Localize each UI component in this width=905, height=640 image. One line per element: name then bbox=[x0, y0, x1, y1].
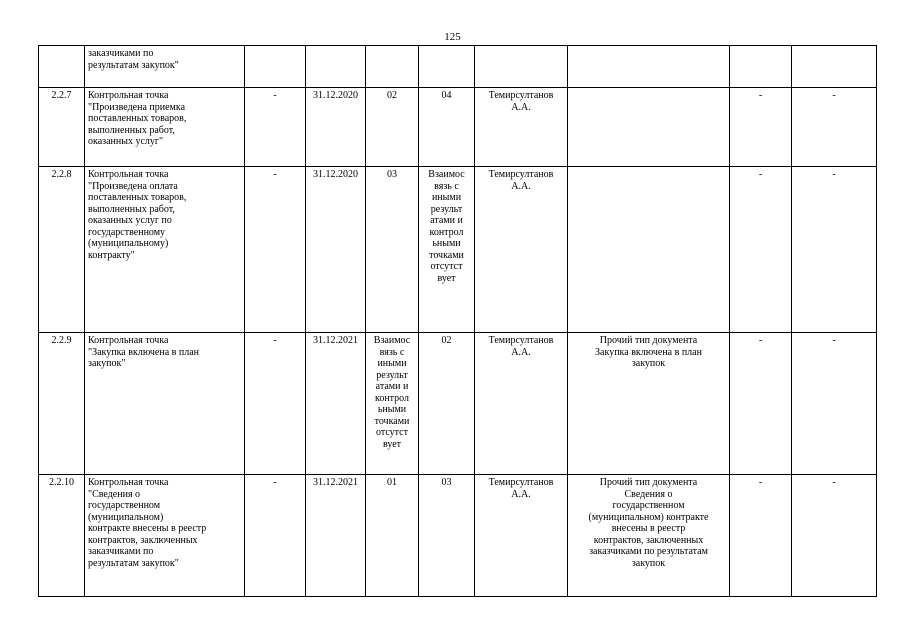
successor-cell: 02 bbox=[441, 335, 452, 346]
row-number: 2.2.8 bbox=[39, 167, 85, 333]
document-type: Прочий тип документа Закупка включена в план закупок bbox=[595, 335, 702, 369]
cell-dash: - bbox=[792, 333, 877, 475]
successor-cell: 03 bbox=[441, 477, 452, 488]
table-row bbox=[39, 333, 877, 475]
control-point-name: Контрольная точка "Произведена оплата поставленных товаров, выполненных работ, оказанных услуг по государственному (муниципальному) контракту" bbox=[88, 169, 187, 261]
responsible-person: Темирсултанов А.А. bbox=[488, 335, 554, 358]
cell-dash: - bbox=[245, 333, 306, 475]
cell-dash bbox=[730, 46, 792, 88]
row-number: 2.2.10 bbox=[39, 475, 85, 597]
row-number: 2.2.9 bbox=[39, 333, 85, 475]
cell-dash bbox=[792, 46, 877, 88]
control-point-name: Контрольная точка "Закупка включена в план закупок" bbox=[88, 335, 200, 369]
cell-dash bbox=[245, 46, 306, 88]
document-type: Прочий тип документа Сведения о государственном (муниципальном) контракте внесены в реестр контрактов, заключенных заказчиками по результатам закупок bbox=[588, 477, 709, 569]
control-point-name: Контрольная точка "Сведения о государственном (муниципальном) контракте внесены в реестр контрактов, заключенных заказчиками по результатам закупок" bbox=[88, 477, 207, 569]
responsible-person: Темирсултанов А.А. bbox=[488, 477, 554, 500]
cell-dash: - bbox=[792, 167, 877, 333]
page-number: 125 bbox=[444, 31, 461, 43]
control-point-name: заказчиками по результатам закупок" bbox=[88, 48, 179, 71]
row-number bbox=[39, 46, 85, 88]
cell-dash: - bbox=[730, 475, 792, 597]
cell-dash: - bbox=[792, 88, 877, 167]
cell-dash: - bbox=[792, 475, 877, 597]
table-row bbox=[39, 475, 877, 597]
control-points-table bbox=[38, 45, 877, 597]
table-row bbox=[39, 167, 877, 333]
cell-dash: - bbox=[245, 475, 306, 597]
successor-cell: Взаимос вязь с иными результ атами и контрол ьными точками отсутст вует bbox=[428, 169, 465, 284]
deadline-date bbox=[306, 46, 366, 88]
responsible-person: Темирсултанов А.А. bbox=[488, 169, 554, 192]
cell-dash: - bbox=[730, 167, 792, 333]
cell-dash: - bbox=[730, 88, 792, 167]
predecessor-cell: 03 bbox=[387, 169, 397, 180]
cell-dash: - bbox=[245, 167, 306, 333]
predecessor-cell: Взаимос вязь с иными результ атами и контрол ьными точками отсутст вует bbox=[373, 335, 411, 450]
deadline-date: 31.12.2021 bbox=[306, 475, 366, 597]
deadline-date: 31.12.2020 bbox=[306, 167, 366, 333]
successor-cell: 04 bbox=[441, 90, 452, 101]
cell-dash: - bbox=[730, 333, 792, 475]
control-point-name: Контрольная точка "Произведена приемка поставленных товаров, выполненных работ, оказанных услуг" bbox=[88, 90, 187, 147]
predecessor-cell: 01 bbox=[387, 477, 397, 488]
predecessor-cell: 02 bbox=[387, 90, 397, 101]
cell-dash: - bbox=[245, 88, 306, 167]
deadline-date: 31.12.2021 bbox=[306, 333, 366, 475]
row-number: 2.2.7 bbox=[39, 88, 85, 167]
deadline-date: 31.12.2020 bbox=[306, 88, 366, 167]
table-row bbox=[39, 88, 877, 167]
table-row bbox=[39, 46, 877, 88]
responsible-person: Темирсултанов А.А. bbox=[488, 90, 554, 113]
